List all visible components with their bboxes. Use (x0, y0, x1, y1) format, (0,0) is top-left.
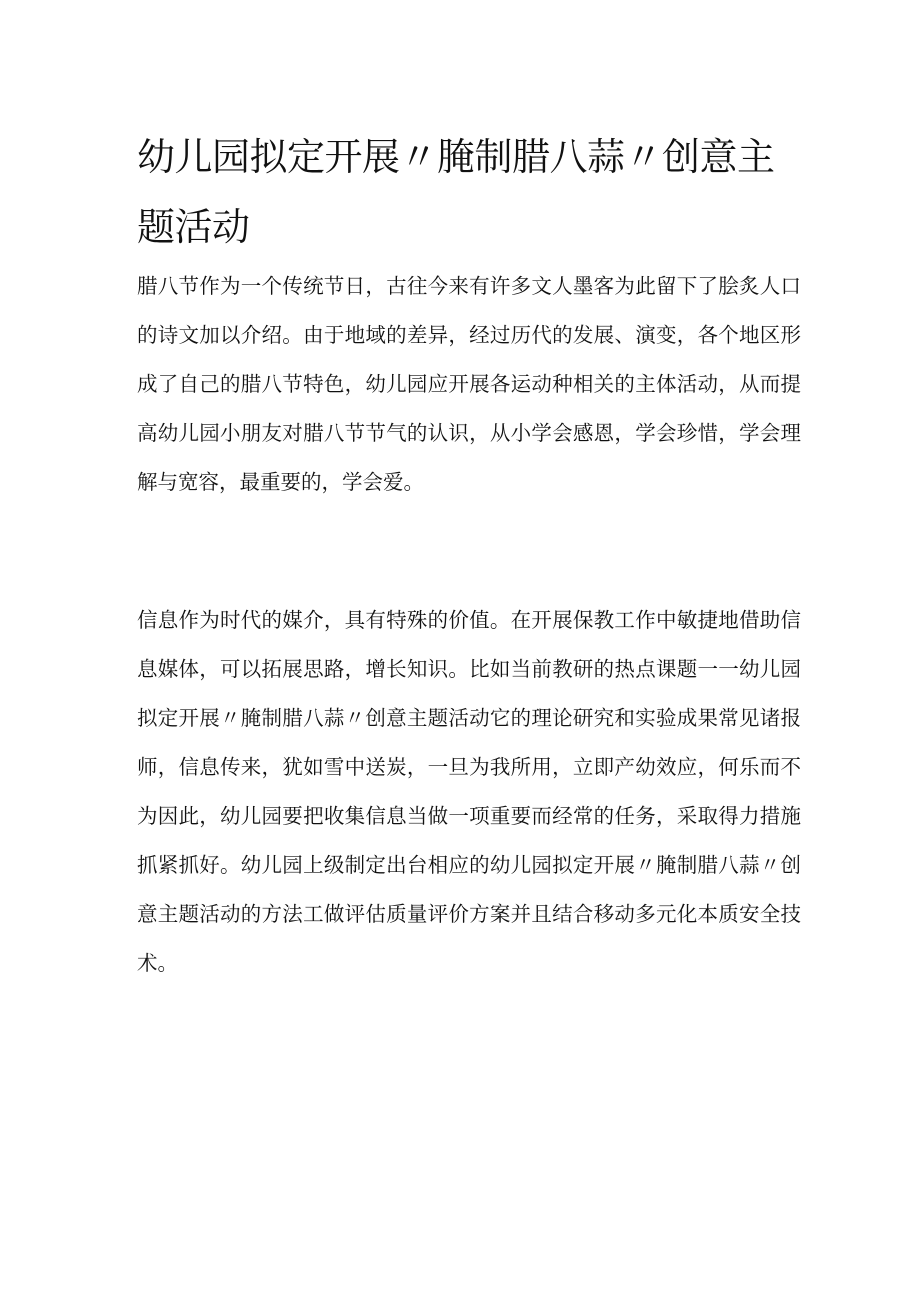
paragraph-1: 腊八节作为一个传统节日，古往今来有许多文人墨客为此留下了脍炙人口的诗文加以介绍。由于地域的差异，经过历代的发展、演变，各个地区形成了自己的腊八节特色，幼儿园应开展各运动种相关的主体活动，从而提高幼儿园小朋友对腊八节节气的认识，从小学会感恩，学会珍惜，学会理解与宽容，最重要的，学会爱。 (137, 274, 801, 494)
paragraph-2: 信息作为时代的媒介，具有特殊的价值。在开展保教工作中敏捷地借助信息媒体，可以拓展思路，增长知识。比如当前教研的热点课题一一幼儿园拟定开展〃腌制腊八蒜〃创意主题活动它的理论研究和实验成果常见诸报师，信息传来，犹如雪中送炭，一旦为我所用，立即产幼效应，何乐而不为因此，幼儿园要把收集信息当做一项重要而经常的任务，采取得力措施抓紧抓好。幼儿园上级制定出台相应的幼儿园拟定开展〃腌制腊八蒜〃创意主题活动的方法工做评估质量评价方案并且结合移动多元化本质安全技术。 (137, 608, 801, 975)
document-title: 幼儿园拟定开展〃腌制腊八蒜〃创意主题活动 (137, 135, 775, 249)
